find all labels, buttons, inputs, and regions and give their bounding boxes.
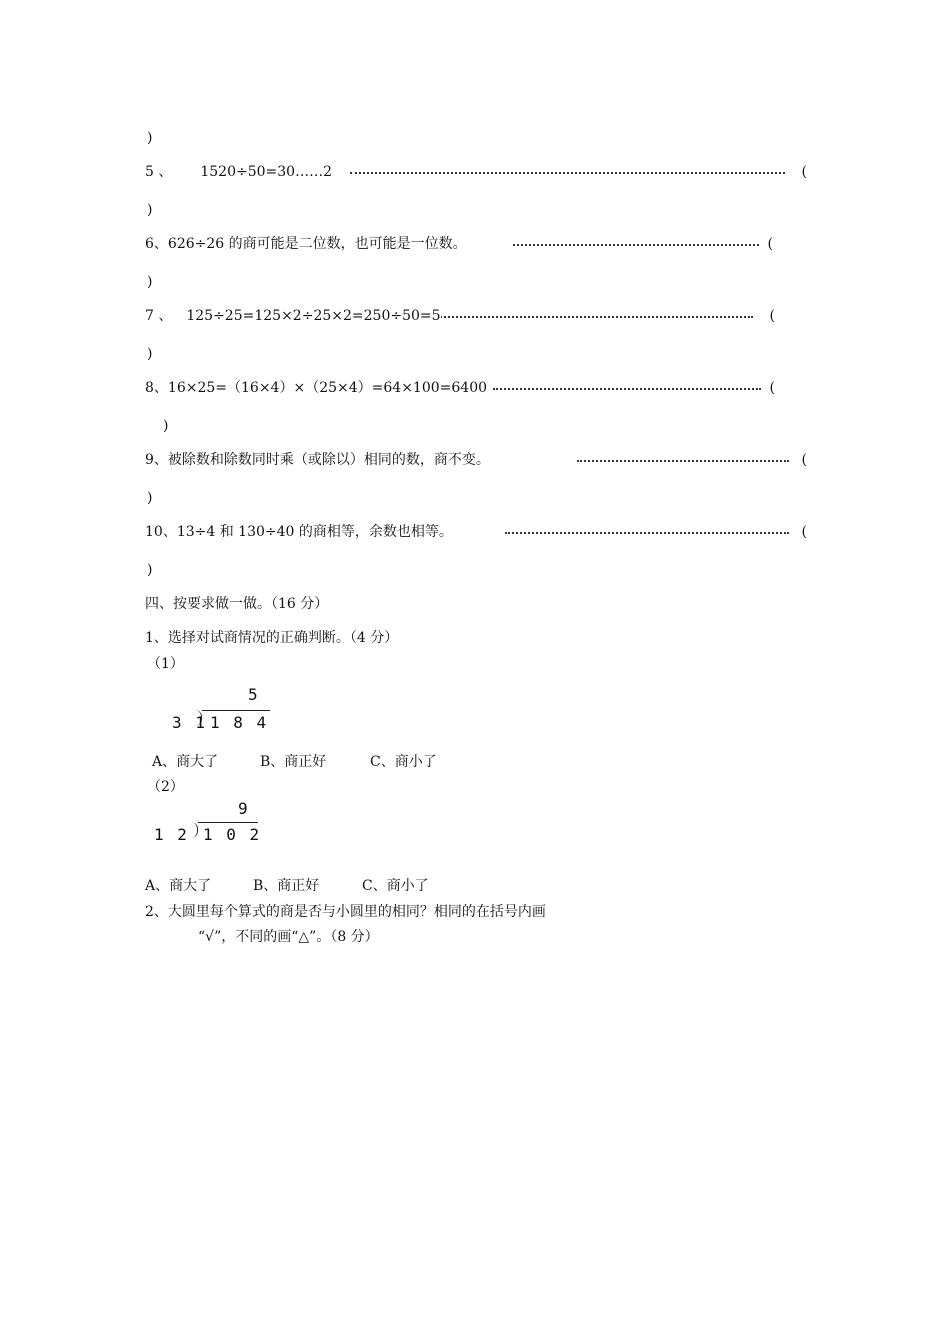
- question-1-title: 1、选择对试商情况的正确判断。（4 分）: [145, 630, 399, 646]
- answer-paren-open[interactable]: (: [801, 164, 807, 180]
- judgment-item-10: [145, 523, 807, 541]
- dotted-leader: [493, 388, 761, 390]
- item-number: 8、: [145, 380, 168, 396]
- part-label: （1）: [147, 656, 184, 672]
- item-number: 9、: [145, 452, 168, 468]
- answer-paren-close: ): [147, 490, 153, 506]
- divisor: 1 2: [154, 825, 189, 844]
- closing-paren: ): [147, 130, 153, 146]
- dotted-leader: [437, 316, 753, 318]
- item-statement: 125÷25=125×2÷25×2=250÷50=5: [186, 308, 441, 324]
- answer-paren-open[interactable]: (: [801, 524, 807, 540]
- answer-paren-close: ): [147, 346, 153, 362]
- division-bracket: [191, 822, 198, 838]
- judgment-item-9: [145, 451, 807, 469]
- judgment-item-6: [145, 235, 773, 253]
- answer-paren-close: ): [147, 562, 153, 578]
- division-bar: [198, 822, 258, 823]
- dividend: 1 0 2: [203, 825, 262, 844]
- option-b[interactable]: B、商正好: [260, 754, 327, 770]
- option-c[interactable]: C、商小了: [362, 878, 429, 894]
- answer-paren-open[interactable]: (: [801, 452, 807, 468]
- answer-paren-close: ): [147, 274, 153, 290]
- quotient: 5: [248, 685, 260, 704]
- option-a[interactable]: A、商大了: [152, 754, 219, 770]
- quotient: 9: [238, 799, 250, 818]
- division-bar: [202, 710, 270, 711]
- item-number: 6、: [145, 236, 168, 252]
- part-label: （2）: [147, 779, 184, 795]
- dividend: 1 8 4: [210, 713, 269, 732]
- item-number: 5 、: [145, 164, 173, 180]
- divisor: 3 1: [172, 713, 207, 732]
- answer-paren-open[interactable]: (: [769, 380, 775, 396]
- answer-paren-open[interactable]: (: [769, 308, 775, 324]
- item-number: 7 、: [145, 308, 173, 324]
- judgment-item-7: [145, 307, 775, 325]
- dotted-leader: [505, 532, 789, 534]
- judgment-item-5: [145, 163, 807, 181]
- answer-paren-close: ): [163, 418, 169, 434]
- option-b[interactable]: B、商正好: [253, 878, 320, 894]
- dotted-leader: [350, 172, 785, 174]
- item-number: 10、: [145, 524, 177, 540]
- question-2-line-2: “√”，不同的画“△”。（8 分）: [198, 929, 379, 945]
- option-a[interactable]: A、商大了: [145, 878, 212, 894]
- judgment-item-8: [145, 379, 775, 397]
- item-statement: 1520÷50=30……2: [200, 164, 332, 180]
- item-statement: 626÷26 的商可能是二位数，也可能是一位数。: [167, 236, 467, 252]
- item-statement: 13÷4 和 130÷40 的商相等，余数也相等。: [176, 524, 453, 540]
- item-statement: 被除数和除数同时乘（或除以）相同的数，商不变。: [167, 452, 490, 468]
- answer-paren-open[interactable]: (: [767, 236, 773, 252]
- section-title: 四、按要求做一做。（16 分）: [145, 596, 329, 612]
- item-statement: 16×25=（16×4）×（25×4）=64×100=6400: [167, 380, 488, 396]
- option-c[interactable]: C、商小了: [370, 754, 437, 770]
- answer-paren-close: ): [147, 202, 153, 218]
- dotted-leader: [577, 460, 789, 462]
- question-2-line-1: 2、大圆里每个算式的商是否与小圆里的相同？相同的在括号内画: [145, 904, 546, 920]
- dotted-leader: [513, 244, 759, 246]
